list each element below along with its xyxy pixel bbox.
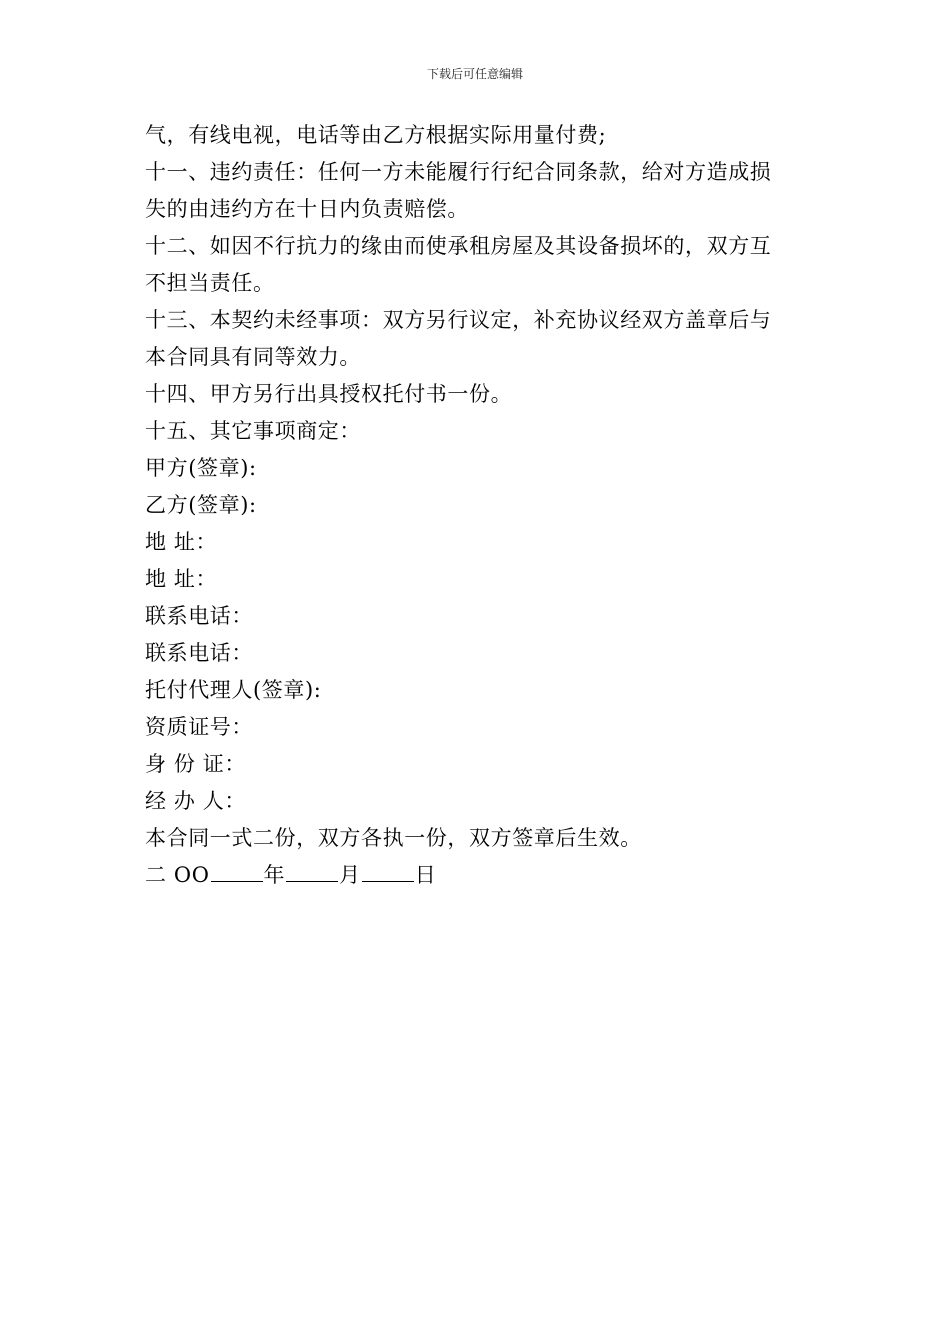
month-blank	[286, 857, 338, 882]
address-field: 地 址：	[145, 530, 218, 554]
date-day-label: 日	[414, 863, 437, 887]
text-line: 十四、甲方另行出具授权托付书一份。	[145, 382, 513, 406]
text-line: 本合同具有同等效力。	[145, 345, 361, 369]
date-month-label: 月	[339, 863, 361, 887]
qualification-number-field: 资质证号：	[145, 715, 253, 739]
text-line: 不担当责任。	[145, 271, 275, 295]
text-line: 十三、本契约未经事项：双方另行议定，补充协议经双方盖章后与	[145, 308, 772, 332]
party-b-signature: 乙方(签章):	[145, 493, 257, 517]
text-line: 失的由违约方在十日内负责赔偿。	[145, 197, 469, 221]
text-line: 本合同一式二份，双方各执一份，双方签章后生效。	[145, 826, 642, 850]
date-year-label: 年	[263, 863, 286, 887]
agent-signature: 托付代理人(签章):	[145, 678, 322, 702]
date-line	[145, 857, 805, 894]
text-line: 十二、如因不行抗力的缘由而使承租房屋及其设备损坏的，双方互	[145, 234, 772, 258]
contract-body	[145, 117, 805, 894]
day-blank	[362, 857, 414, 882]
address-field: 地 址：	[145, 567, 218, 591]
party-a-signature: 甲方(签章):	[145, 456, 257, 480]
text-line: 气，有线电视，电话等由乙方根据实际用量付费;	[145, 123, 607, 147]
page-header: 下载后可任意编辑	[426, 67, 523, 81]
id-card-field: 身 份 证：	[145, 752, 246, 776]
year-blank	[211, 857, 263, 882]
handler-field: 经 办 人：	[145, 789, 246, 813]
phone-field: 联系电话：	[145, 641, 253, 665]
text-line: 十五、其它事项商定：	[145, 419, 361, 443]
phone-field: 联系电话：	[145, 604, 253, 628]
text-line: 十一、违约责任：任何一方未能履行行纪合同条款，给对方造成损	[145, 160, 772, 184]
date-prefix: 二 OO	[145, 863, 210, 887]
